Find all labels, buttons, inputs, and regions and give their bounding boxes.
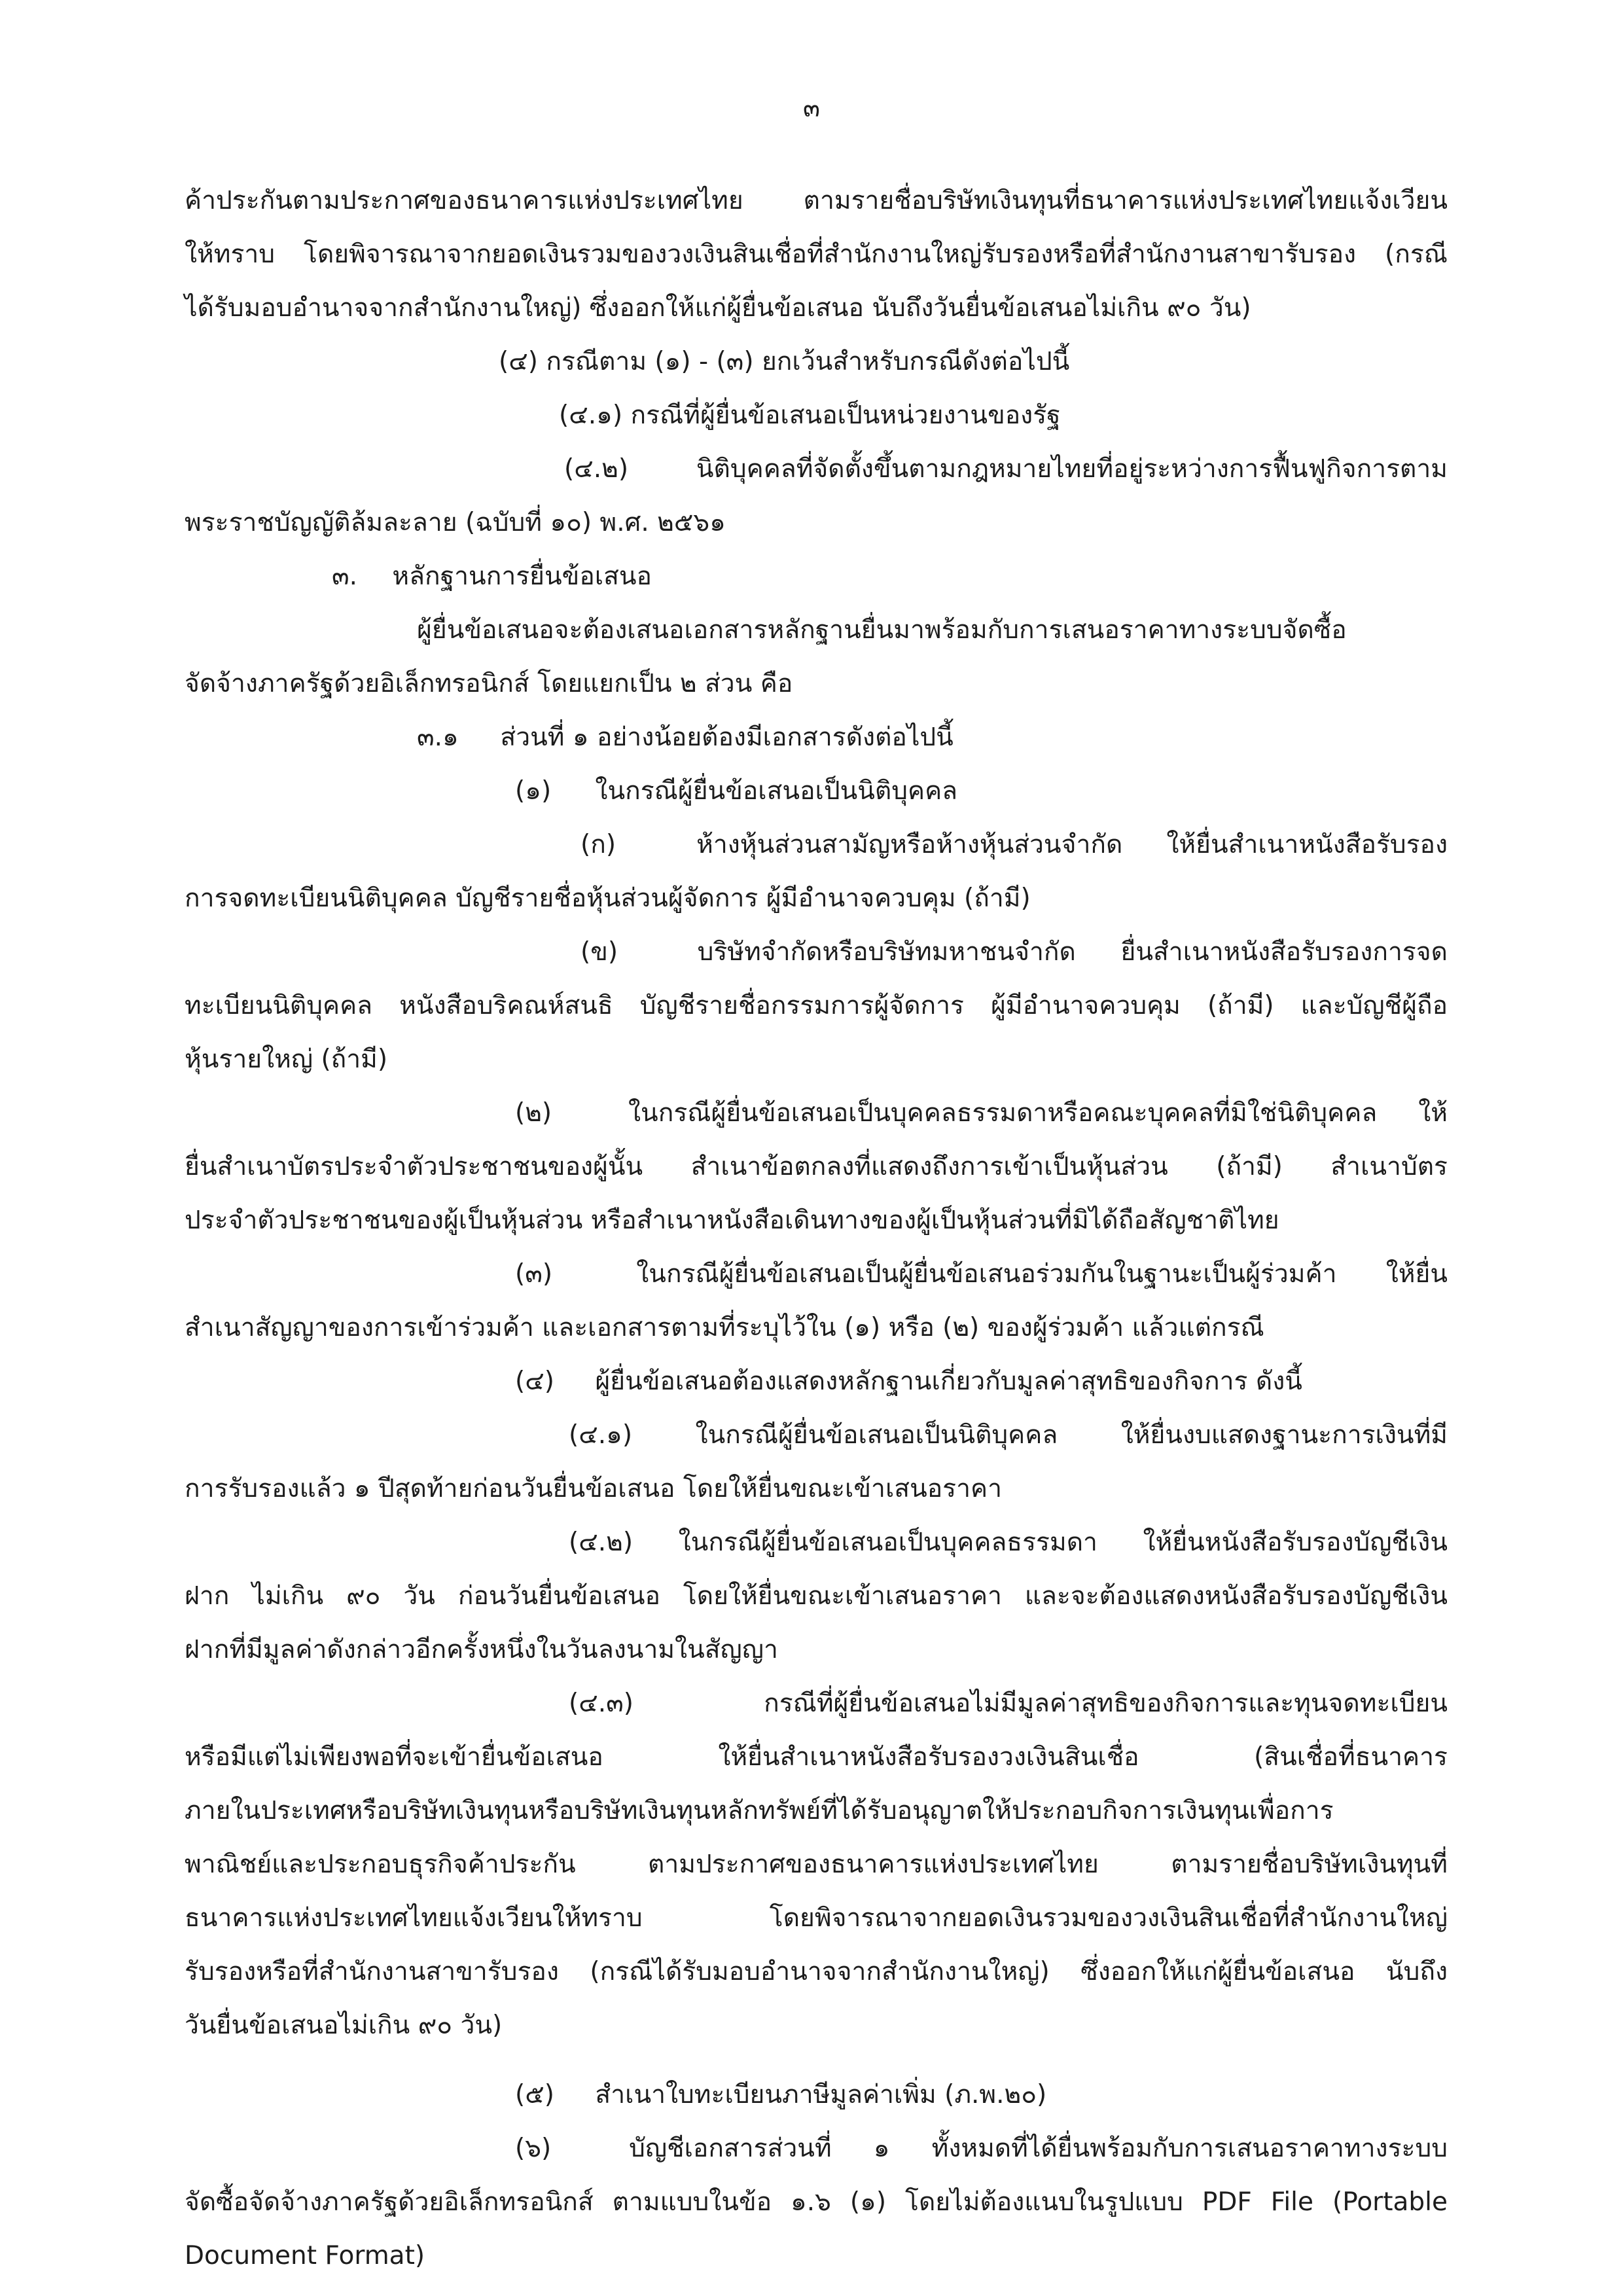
item-2 <box>185 1086 1448 1140</box>
paragraph-line: ภายในประเทศหรือบริษัทเงินทุนหรือบริษัทเงินทุนหลักทรัพย์ที่ได้รับอนุญาตให้ประกอบกิจการเงินทุนเพื่อการ <box>185 1796 1334 1825</box>
item-text: บัญชีเอกสารส่วนที่ ๑ ทั้งหมดที่ได้ยื่นพร้อมกับการเสนอราคาทางระบบ <box>629 2134 1448 2163</box>
document-body <box>185 174 1448 2283</box>
paragraph-line: รับรองหรือที่สำนักงานสาขารับรอง (กรณีได้รับมอบอำนาจจากสำนักงานใหญ่) ซึ่งออกให้แก่ผู้ยื่นข้อเสนอ นับถึง <box>185 1957 1448 1986</box>
item-text: ผู้ยื่นข้อเสนอต้องแสดงหลักฐานเกี่ยวกับมูลค่าสุทธิของกิจการ ดังนี้ <box>595 1367 1302 1396</box>
item-6 <box>185 2122 1448 2176</box>
section-number: ๓.๑ <box>417 723 459 752</box>
section-title: หลักฐานการยื่นข้อเสนอ <box>392 562 652 591</box>
item-1-a <box>185 818 1448 872</box>
item-number: (ข) <box>580 937 618 967</box>
item-4 <box>185 1355 1448 1408</box>
item-number: (๓) <box>515 1259 553 1289</box>
item-text: บริษัทจำกัดหรือบริษัทมหาชนจำกัด ยื่นสำเนาหนังสือรับรองการจด <box>697 937 1448 967</box>
paragraph-line: ผู้ยื่นข้อเสนอจะต้องเสนอเอกสารหลักฐานยื่นมาพร้อมกับการเสนอราคาทางระบบจัดซื้อ <box>417 615 1347 645</box>
paragraph-line: พระราชบัญญัติล้มละลาย (ฉบับที่ ๑๐) พ.ศ. ๒๕๖๑ <box>185 508 726 537</box>
item-text: ในกรณีผู้ยื่นข้อเสนอเป็นนิติบุคคล <box>595 776 958 806</box>
paragraph-line: จัดซื้อจัดจ้างภาครัฐด้วยอิเล็กทรอนิกส์ ตามแบบในข้อ ๑.๖ (๑) โดยไม่ต้องแนบในรูปแบบ PDF File (Portable <box>185 2187 1448 2217</box>
item-1 <box>185 764 1448 818</box>
spacer <box>185 2053 1448 2068</box>
section-3-1-heading <box>185 711 1448 764</box>
item-text: สำเนาใบทะเบียนภาษีมูลค่าเพิ่ม (ภ.พ.๒๐) <box>595 2080 1047 2109</box>
paragraph-line: ประจำตัวประชาชนของผู้เป็นหุ้นส่วน หรือสำเนาหนังสือเดินทางของผู้เป็นหุ้นส่วนที่มิได้ถือสัญชาติไทย <box>185 1206 1279 1235</box>
item-text: ในกรณีผู้ยื่นข้อเสนอเป็นผู้ยื่นข้อเสนอร่วมกันในฐานะเป็นผู้ร่วมค้า ให้ยื่น <box>636 1259 1448 1289</box>
paragraph-line: Document Format) <box>185 2241 425 2270</box>
paragraph-line: การจดทะเบียนนิติบุคคล บัญชีรายชื่อหุ้นส่วนผู้จัดการ ผู้มีอำนาจควบคุม (ถ้ามี) <box>185 884 1031 913</box>
item-number: (๖) <box>515 2134 552 2163</box>
paragraph-line: ฝากที่มีมูลค่าดังกล่าวอีกครั้งหนึ่งในวันลงนามในสัญญา <box>185 1635 778 1664</box>
paragraph-line: ให้ทราบ โดยพิจารณาจากยอดเงินรวมของวงเงินสินเชื่อที่สำนักงานใหญ่รับรองหรือที่สำนักงานสาขารับรอง (กรณี <box>185 240 1448 269</box>
item-3 <box>185 1247 1448 1301</box>
paragraph-line: พาณิชย์และประกอบธุรกิจค้าประกัน ตามประกาศของธนาคารแห่งประเทศไทย ตามรายชื่อบริษัทเงินทุนที่ <box>185 1850 1448 1879</box>
section-3-heading <box>185 550 1448 603</box>
paragraph-line: สำเนาสัญญาของการเข้าร่วมค้า และเอกสารตามที่ระบุไว้ใน (๑) หรือ (๒) ของผู้ร่วมค้า แล้วแต่กรณี <box>185 1313 1264 1342</box>
item-4-1: (๔.๑) ในกรณีผู้ยื่นข้อเสนอเป็นนิติบุคคล ให้ยื่นงบแสดงฐานะการเงินที่มี <box>569 1420 1448 1450</box>
clause-4-1: (๔.๑) กรณีที่ผู้ยื่นข้อเสนอเป็นหน่วยงานของรัฐ <box>559 401 1061 430</box>
item-4-3: (๔.๓) กรณีที่ผู้ยื่นข้อเสนอไม่มีมูลค่าสุทธิของกิจการและทุนจดทะเบียน <box>569 1689 1448 1718</box>
paragraph-line: ได้รับมอบอำนาจจากสำนักงานใหญ่) ซึ่งออกให้แก่ผู้ยื่นข้อเสนอ นับถึงวันยื่นข้อเสนอไม่เกิน ๙๐ วัน) <box>185 293 1251 323</box>
item-text: ห้างหุ้นส่วนสามัญหรือห้างหุ้นส่วนจำกัด ให้ยื่นสำเนาหนังสือรับรอง <box>696 830 1448 859</box>
paragraph-line: ค้าประกันตามประกาศของธนาคารแห่งประเทศไทย ตามรายชื่อบริษัทเงินทุนที่ธนาคารแห่งประเทศไทยแจ้งเวียน <box>185 186 1448 215</box>
item-1-b <box>185 925 1448 979</box>
clause-4: (๔) กรณีตาม (๑) - (๓) ยกเว้นสำหรับกรณีดังต่อไปนี้ <box>499 347 1070 376</box>
paragraph-line: วันยื่นข้อเสนอไม่เกิน ๙๐ วัน) <box>185 2011 503 2040</box>
section-title: ส่วนที่ ๑ อย่างน้อยต้องมีเอกสารดังต่อไปนี้ <box>500 723 954 752</box>
paragraph-line: ยื่นสำเนาบัตรประจำตัวประชาชนของผู้นั้น สำเนาข้อตกลงที่แสดงถึงการเข้าเป็นหุ้นส่วน (ถ้ามี) สำเนาบัตร <box>185 1152 1448 1181</box>
paragraph-line: หรือมีแต่ไม่เพียงพอที่จะเข้ายื่นข้อเสนอ ให้ยื่นสำเนาหนังสือรับรองวงเงินสินเชื่อ (สินเชื่อที่ธนาคาร <box>185 1742 1448 1772</box>
paragraph-line: ธนาคารแห่งประเทศไทยแจ้งเวียนให้ทราบ โดยพิจารณาจากยอดเงินรวมของวงเงินสินเชื่อที่สำนักงานใหญ่ <box>185 1903 1448 1933</box>
paragraph-line: การรับรองแล้ว ๑ ปีสุดท้ายก่อนวันยื่นข้อเสนอ โดยให้ยื่นขณะเข้าเสนอราคา <box>185 1474 1002 1503</box>
item-number: (ก) <box>580 830 616 859</box>
item-number: (๑) <box>515 776 552 806</box>
paragraph-line: ฝาก ไม่เกิน ๙๐ วัน ก่อนวันยื่นข้อเสนอ โดยให้ยื่นขณะเข้าเสนอราคา และจะต้องแสดงหนังสือรับรองบัญชีเงิน <box>185 1581 1448 1611</box>
item-number: (๒) <box>515 1098 552 1128</box>
clause-4-2: (๔.๒) นิติบุคคลที่จัดตั้งขึ้นตามกฎหมายไทยที่อยู่ระหว่างการฟื้นฟูกิจการตาม <box>564 454 1448 484</box>
item-text: ในกรณีผู้ยื่นข้อเสนอเป็นบุคคลธรรมดาหรือคณะบุคคลที่มิใช่นิติบุคคล ให้ <box>628 1098 1448 1128</box>
item-4-2: (๔.๒) ในกรณีผู้ยื่นข้อเสนอเป็นบุคคลธรรมดา ให้ยื่นหนังสือรับรองบัญชีเงิน <box>569 1528 1448 1557</box>
page-number: ๓ <box>803 94 820 122</box>
section-number: ๓. <box>332 562 358 591</box>
paragraph-line: จัดจ้างภาครัฐด้วยอิเล็กทรอนิกส์ โดยแยกเป็น ๒ ส่วน คือ <box>185 669 793 698</box>
item-5 <box>185 2068 1448 2122</box>
item-number: (๔) <box>515 1367 554 1396</box>
paragraph-line: หุ้นรายใหญ่ (ถ้ามี) <box>185 1045 388 1074</box>
paragraph-line: ทะเบียนนิติบุคคล หนังสือบริคณห์สนธิ บัญชีรายชื่อกรรมการผู้จัดการ ผู้มีอำนาจควบคุม (ถ้ามี) และบัญชีผู้ถือ <box>185 991 1448 1020</box>
item-number: (๕) <box>515 2080 554 2109</box>
